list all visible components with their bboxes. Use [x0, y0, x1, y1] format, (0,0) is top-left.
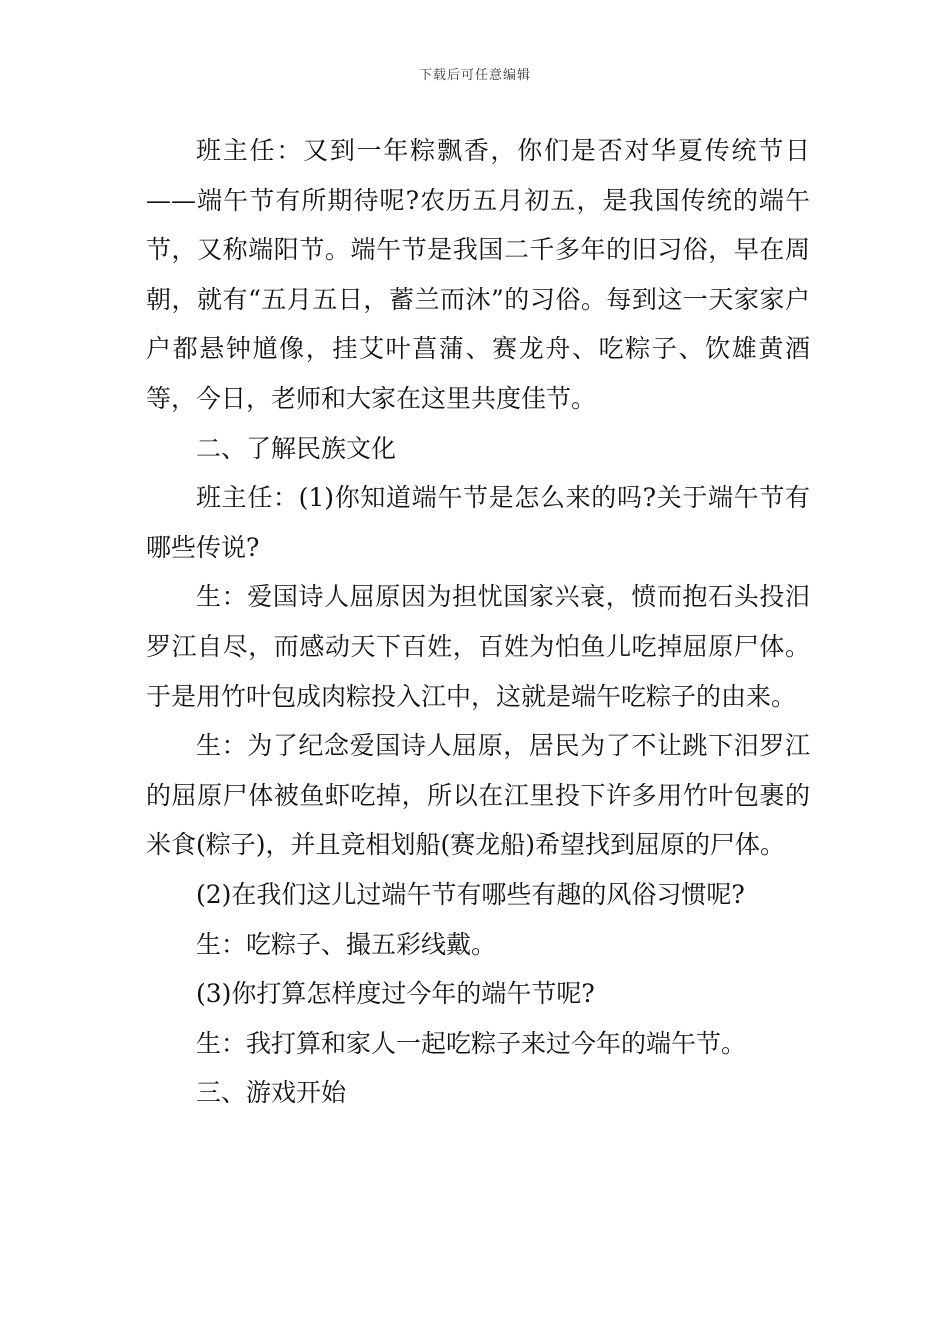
paragraph-answer-1b: 生：为了纪念爱国诗人屈原，居民为了不让跳下汨罗江的屈原尸体被鱼虾吃掉，所以在江里投下许多用竹叶包裹的米食(粽子)，并且竞相划船(赛龙船)希望找到屈原的尸体。	[146, 731, 810, 860]
paragraph-intro: 班主任：又到一年粽飘香，你们是否对华夏传统节日——端午节有所期待呢?农历五月初五，是我国传统的端午节，又称端阳节。端午节是我国二千多年的旧习俗，早在周朝，就有“五月五日，蓄兰而沐”的习俗。每到这一天家家户户都悬钟馗像，挂艾叶菖蒲、赛龙舟、吃粽子、饮雄黄酒等，今日，老师和大家在这里共度佳节。	[146, 136, 810, 413]
document-body	[146, 126, 810, 1118]
page-header: 下载后可任意编辑	[418, 68, 531, 83]
section-heading-culture: 二、了解民族文化	[196, 433, 397, 463]
section-heading-game: 三、游戏开始	[196, 1078, 347, 1108]
paragraph-question-1: 班主任：(1)你知道端午节是怎么来的吗?关于端午节有哪些传说?	[146, 483, 810, 562]
paragraph-question-2: (2)在我们这儿过端午节有哪些有趣的风俗习惯呢?	[196, 879, 745, 909]
paragraph-answer-1a: 生：爱国诗人屈原因为担忧国家兴衰，愤而抱石头投汨罗江自尽，而感动天下百姓，百姓为怕鱼儿吃掉屈原尸体。于是用竹叶包成肉粽投入江中，这就是端午吃粽子的由来。	[146, 582, 810, 711]
paragraph-question-3: (3)你打算怎样度过今年的端午节呢?	[196, 979, 595, 1009]
paragraph-answer-3: 生：我打算和家人一起吃粽子来过今年的端午节。	[196, 1028, 747, 1058]
paragraph-answer-2: 生：吃粽子、撮五彩线戴。	[196, 929, 497, 959]
